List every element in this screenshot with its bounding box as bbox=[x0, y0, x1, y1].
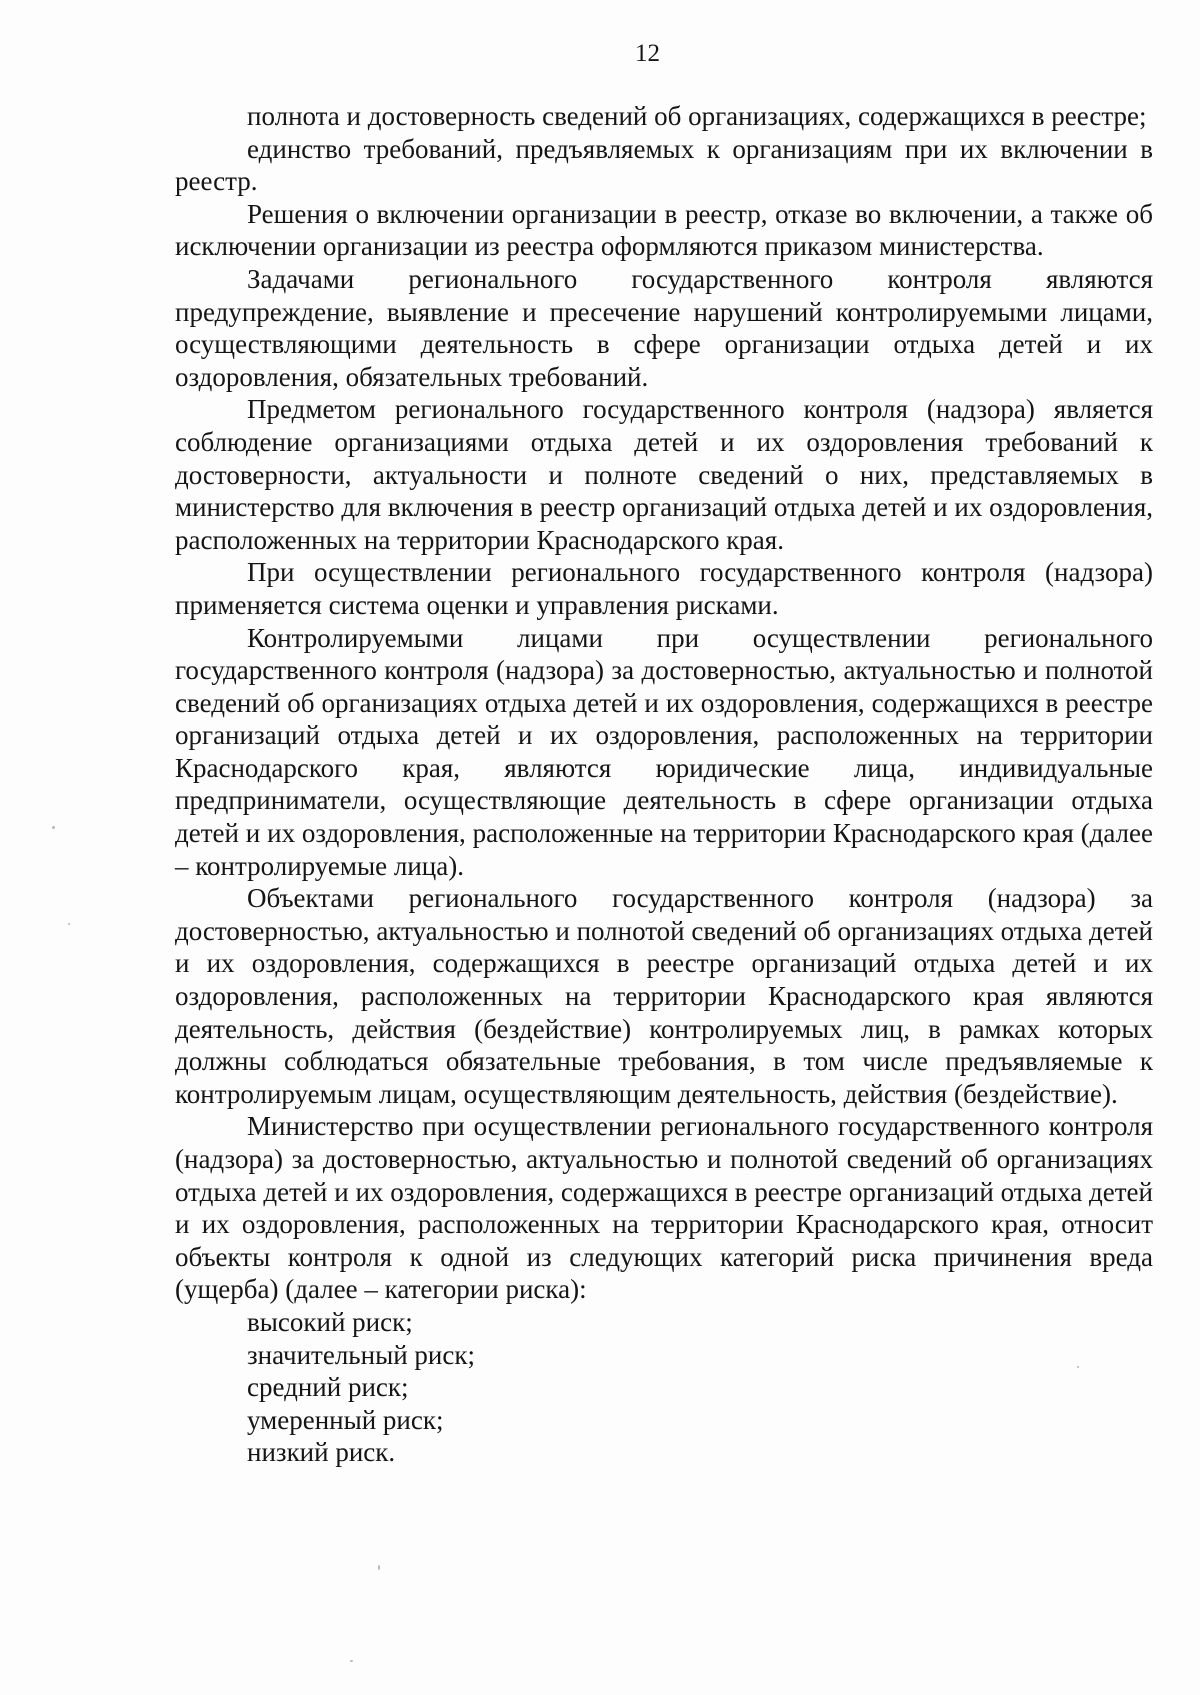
paragraph: При осуществлении регионального государственного контроля (надзора) применяется система оценки и управления рисками. bbox=[175, 557, 1153, 620]
paragraph: единство требований, предъявляемых к организациям при их включении в реестр. bbox=[175, 133, 1153, 197]
paragraph: Решения о включении организации в реестр, отказе во включении, а также об исключении организации из реестра оформляются приказом министерства. bbox=[175, 198, 1153, 262]
list-item: низкий риск. bbox=[247, 1437, 396, 1468]
scan-speck bbox=[378, 1565, 380, 1570]
risk-category-list bbox=[175, 1306, 1153, 1469]
list-item: высокий риск; bbox=[247, 1306, 413, 1337]
paragraph: полнота и достоверность сведений об организациях, содержащихся в реестре; bbox=[247, 101, 1147, 131]
paragraph: Министерство при осуществлении регионального государственного контроля (надзора) за достоверностью, актуальностью и полнотой сведений об организациях отдыха детей и их оздоровления, содержащихся в реестре организаций отдыха детей и их оздоровления, расположенных на территории Краснодарского края, относит объекты контроля к одной из следующих категорий риска причинения вреда (ущерба) (далее – категории риска): bbox=[175, 1111, 1153, 1305]
scan-speck bbox=[52, 826, 55, 829]
list-item: значительный риск; bbox=[247, 1339, 475, 1370]
scan-speck bbox=[68, 923, 70, 925]
scan-speck bbox=[1077, 1366, 1079, 1368]
paragraph: Объектами регионального государственного контроля (надзора) за достоверностью, актуальностью и полнотой сведений об организациях отдыха детей и их оздоровления, содержащихся в реестре организаций отдыха детей и их оздоровления, расположенных на территории Краснодарского края являются деятельность, действия (бездействие) контролируемых лиц, в рамках которых должны соблюдаться обязательные требования, в том числе предъявляемые к контролируемым лицам, осуществляющим деятельность, действия (бездействие). bbox=[175, 883, 1153, 1109]
paragraph: Предметом регионального государственного контроля (надзора) является соблюдение организациями отдыха детей и их оздоровления требований к достоверности, актуальности и полноте сведений о них, представляемых в министерство для включения в реестр организаций отдыха детей и их оздоровления, расположенных на территории Краснодарского края. bbox=[175, 394, 1153, 555]
list-item: средний риск; bbox=[247, 1372, 409, 1403]
document-body bbox=[175, 100, 1153, 1469]
page-number: 12 bbox=[635, 40, 660, 67]
paragraph: Задачами регионального государственного контроля являются предупреждение, выявление и пресечение нарушений контролируемыми лицами, осуществляющими деятельность в сфере организации отдыха детей и их оздоровления, обязательных требований. bbox=[175, 263, 1153, 392]
scan-speck bbox=[350, 1660, 353, 1662]
paragraph: Контролируемыми лицами при осуществлении регионального государственного контроля (надзора) за достоверностью, актуальностью и полнотой сведений об организациях отдыха детей и их оздоровления, содержащихся в реестре организаций отдыха детей и их оздоровления, расположенных на территории Краснодарского края, являются юридические лица, индивидуальные предприниматели, осуществляющие деятельность в сфере организации отдыха детей и их оздоровления, расположенные на территории Краснодарского края (далее – контролируемые лица). bbox=[175, 622, 1153, 881]
list-item: умеренный риск; bbox=[247, 1404, 444, 1435]
